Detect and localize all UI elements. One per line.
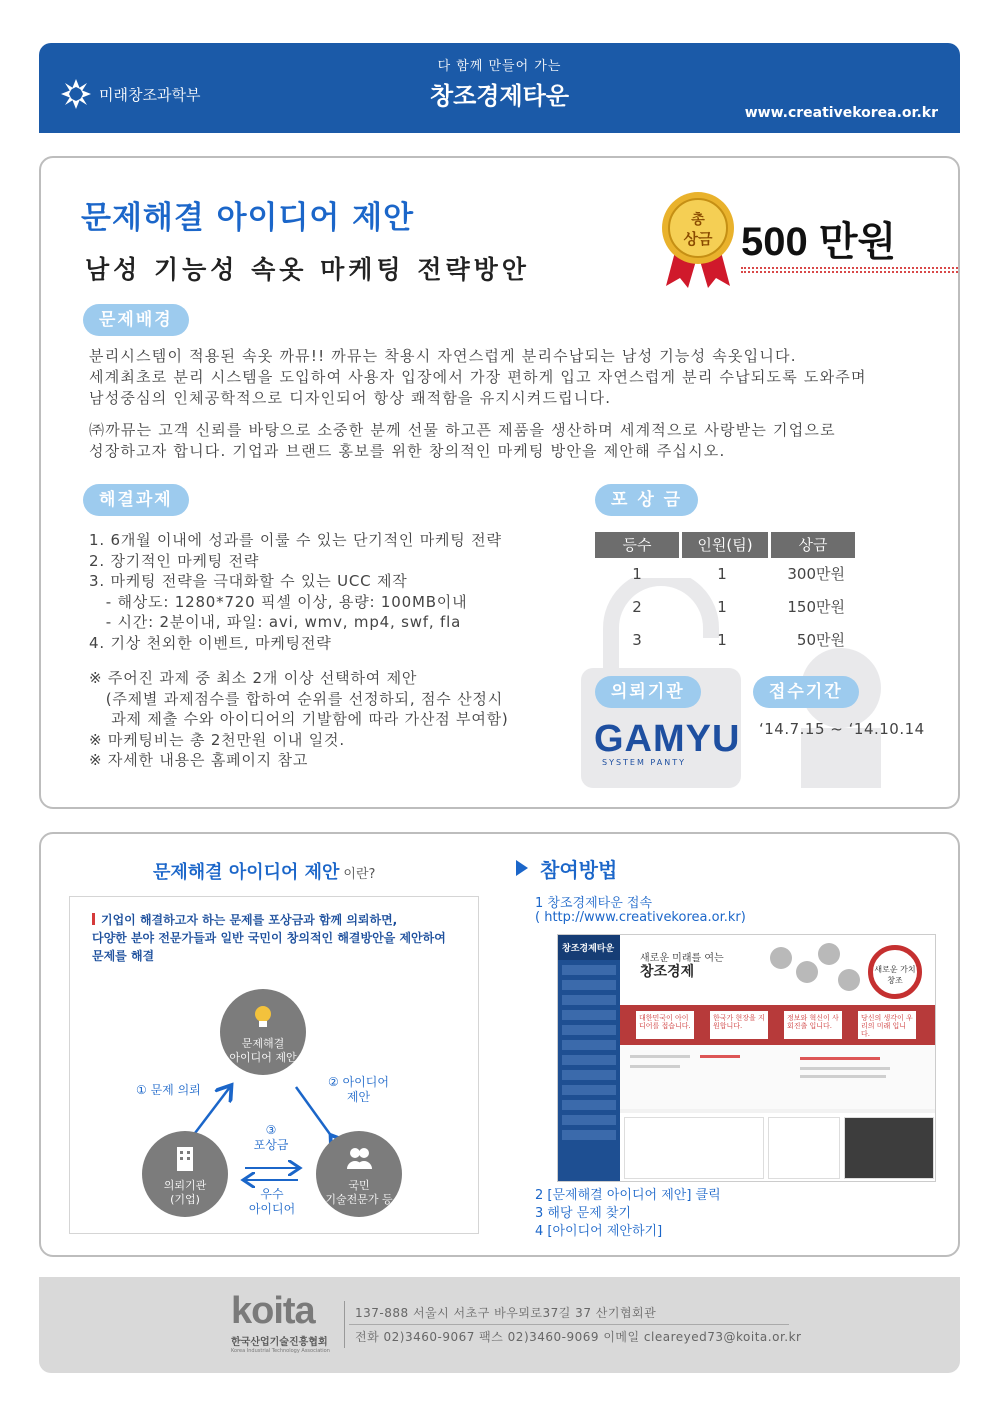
info-card [39,832,960,1257]
bg-line: 성장하고자 합니다. 기업과 브랜드 홍보를 위한 창의적인 마케팅 방안을 제안해 주십시오. [89,442,726,460]
prize-underline [741,267,960,273]
step-4: 4 [아이디어 제안하기] [535,1224,663,1239]
header-url[interactable]: www.creativekorea.or.kr [744,105,938,121]
note-item: ※ 마케팅비는 총 2천만원 이내 일것. [89,730,345,749]
note-list [89,668,509,771]
step-1-url[interactable]: ( http://www.creativekorea.or.kr) [535,910,746,925]
task-item: 3. 마케팅 전략을 극대화할 수 있는 UCC 제작 [89,572,408,590]
period-label: 접수기간 [753,676,859,708]
step-1: 1 창조경제타운 접속 [535,896,652,911]
node-label: 국민 [348,1179,370,1192]
node-label: 의뢰기관 [163,1179,207,1192]
howto-title [516,854,617,883]
task-item: 4. 기상 천외한 이벤트, 마케팅전략 [89,633,332,652]
org-name-korean: 한국산업기술진흥협회 [231,1337,328,1348]
triangle-icon [516,860,528,876]
cell-teams: 1 [717,631,727,649]
bg-line: 세계최초로 분리 시스템을 도입하여 사용자 입장에서 가장 편하게 입고 자연스럽게 분리 수납되도록 도와주며 [89,368,867,386]
koita-logo-text: koita [231,1290,315,1332]
node-solution [220,989,306,1075]
prize-label: 포 상 금 [595,484,698,516]
header-title: 창조경제타운 [429,82,570,110]
client-logo-text: GAMYU [594,718,741,760]
screenshot-hero [620,935,936,1005]
lightbulb-icon [250,1003,276,1031]
label-proposal [328,1075,389,1105]
background-paragraph-2 [89,420,836,462]
process-diagram [69,896,479,1234]
koita-logo [231,1291,330,1354]
label-idea [242,1187,302,1217]
screenshot-tab: 한국가 현장을 지원합니다. [710,1011,768,1039]
howto-title-text: 참여방법 [540,858,618,882]
notice-subtitle: 남성 기능성 속옷 마케팅 전략방안 [85,255,530,284]
bg-line: 남성중심의 인체공학적으로 디자인되어 항상 쾌적함을 유지시켜드립니다. [89,389,612,407]
screenshot-middle [620,1045,936,1109]
cell-rank: 2 [632,598,642,616]
header-subtitle: 다 함께 만들어 가는 [437,59,562,74]
prize-table-header [595,532,861,558]
cell-prize: 300만원 [787,565,845,583]
screenshot-logo: 창조경제타운 [558,935,620,960]
label-line: ② 아이디어 [328,1075,389,1089]
note-item: ※ 주어진 과제 중 최소 2개 이상 선택하여 제안 [89,669,418,687]
bg-line: 분리시스템이 적용된 속옷 까뮤!! 까뮤는 착용시 자연스럽게 분리수납되는 남성 기능성 속옷입니다. [89,347,797,365]
label-line: 우수 [260,1187,284,1201]
background-label: 문제배경 [83,304,189,336]
col-header-prize: 상금 [771,532,855,558]
col-header-teams: 인원(팀) [682,532,768,558]
cell-teams: 1 [717,598,727,616]
note-item: 과제 제출 수와 아이디어의 기발함에 따라 가산점 부여함) [89,710,509,728]
table-row [595,558,861,591]
background-paragraph-1 [89,346,867,409]
bg-line: ㈜까뮤는 고객 신뢰를 바탕으로 소중한 분께 선물 하고픈 제품을 생산하며 세계적으로 사랑받는 기업으로 [89,421,836,439]
screenshot-tabs [620,1005,936,1045]
org-name-english: Korea Industrial Technology Association [231,1348,330,1354]
screenshot-tab: 대한민국이 아이디어를 접습니다. [636,1011,694,1039]
client-logo-sub: SYSTEM PANTY [602,758,686,767]
contact-details: 전화 02)3460-9067 팩스 02)3460-9069 이메일 cleareyed73@koita.or.kr [355,1330,802,1344]
label-request: ① 문제 의뢰 [136,1083,201,1097]
step-3: 3 해당 문제 찾기 [535,1206,632,1221]
screenshot-hero-line2: 창조경제 [640,964,695,980]
col-header-rank: 등수 [595,532,679,558]
medal-text-top: 총 [691,212,705,228]
footer [39,1277,960,1373]
cell-teams: 1 [717,565,727,583]
contact-info [344,1301,809,1348]
desc-line: 기업이 해결하고자 하는 문제를 포상금과 함께 의뢰하면, [101,913,398,927]
client-label: 의뢰기관 [595,676,701,708]
node-client [142,1131,228,1217]
task-item: - 해상도: 1280*720 픽셀 이상, 용량: 100MB이내 [89,592,468,611]
medal-text-bottom: 상금 [683,230,713,248]
task-item: 2. 장기적인 마케팅 전략 [89,551,260,570]
screenshot-hero-line1: 새로운 미래를 여는 [640,953,724,964]
screenshot-tab: 당신의 생각이 우리의 미래 입니다. [858,1011,916,1039]
node-label: 아이디어 제안 [229,1051,297,1064]
cell-prize: 150만원 [787,598,845,616]
tasks-label: 해결과제 [83,484,189,516]
screenshot-tab: 정보와 혁신이 사회진출 입니다. [784,1011,842,1039]
step-2: 2 [문제해결 아이디어 제안] 클릭 [535,1188,721,1203]
people-icon [346,1145,372,1173]
node-label: (기업) [170,1193,200,1206]
node-public [316,1131,402,1217]
notice-card [39,156,960,809]
website-screenshot [557,934,936,1182]
screenshot-circle: 새로운 가치창조 [868,945,922,999]
label-line: 아이디어 [248,1202,296,1216]
cell-prize: 50만원 [796,631,845,649]
table-row [595,591,861,624]
about-title [153,858,375,884]
screenshot-bottom [620,1113,936,1182]
table-row [595,624,861,657]
task-item: - 시간: 2분이내, 파일: avi, wmv, mp4, swf, fla [89,613,462,631]
node-label: 기술전문가 등 [325,1193,393,1206]
note-item: ※ 자세한 내용은 홈페이지 참고 [89,751,309,769]
building-icon [172,1145,198,1173]
task-item: 1. 6개월 이내에 성과를 이룰 수 있는 단기적인 마케팅 전략 [89,531,502,549]
cell-rank: 1 [632,565,642,583]
cell-rank: 3 [632,631,642,649]
client-logo [594,720,740,767]
desc-line: 문제를 해결 [92,949,155,963]
prize-table [595,532,861,657]
label-line: ③ [265,1123,277,1137]
label-line: 포상금 [253,1138,289,1152]
header-banner [39,43,960,133]
total-prize: 500 만원 [741,220,897,264]
desc-line: 다양한 분야 전문가들과 일반 국민이 창의적인 해결방안을 제안하여 [92,931,446,945]
label-line: 제안 [346,1090,371,1104]
notice-title: 문제해결 아이디어 제안 [81,200,415,236]
task-list [89,530,502,653]
prize-medal-icon [658,188,738,288]
label-prize [246,1123,296,1153]
node-label: 문제해결 [241,1037,285,1050]
arrow-proposal [296,1087,332,1137]
about-title-text: 문제해결 아이디어 제안 [153,862,340,883]
submission-period: ‘14.7.15 ~ ‘14.10.14 [759,720,925,738]
address: 137-888 서울시 서초구 바우뫼로37길 37 산기협회관 [355,1306,657,1320]
note-item: (주제별 과제점수를 합하여 순위를 선정하되, 점수 산정시 [89,689,504,708]
ministry-name: 미래창조과학부 [99,85,201,104]
screenshot-sidebar [558,935,620,1182]
about-title-suffix: 이란? [343,867,376,882]
